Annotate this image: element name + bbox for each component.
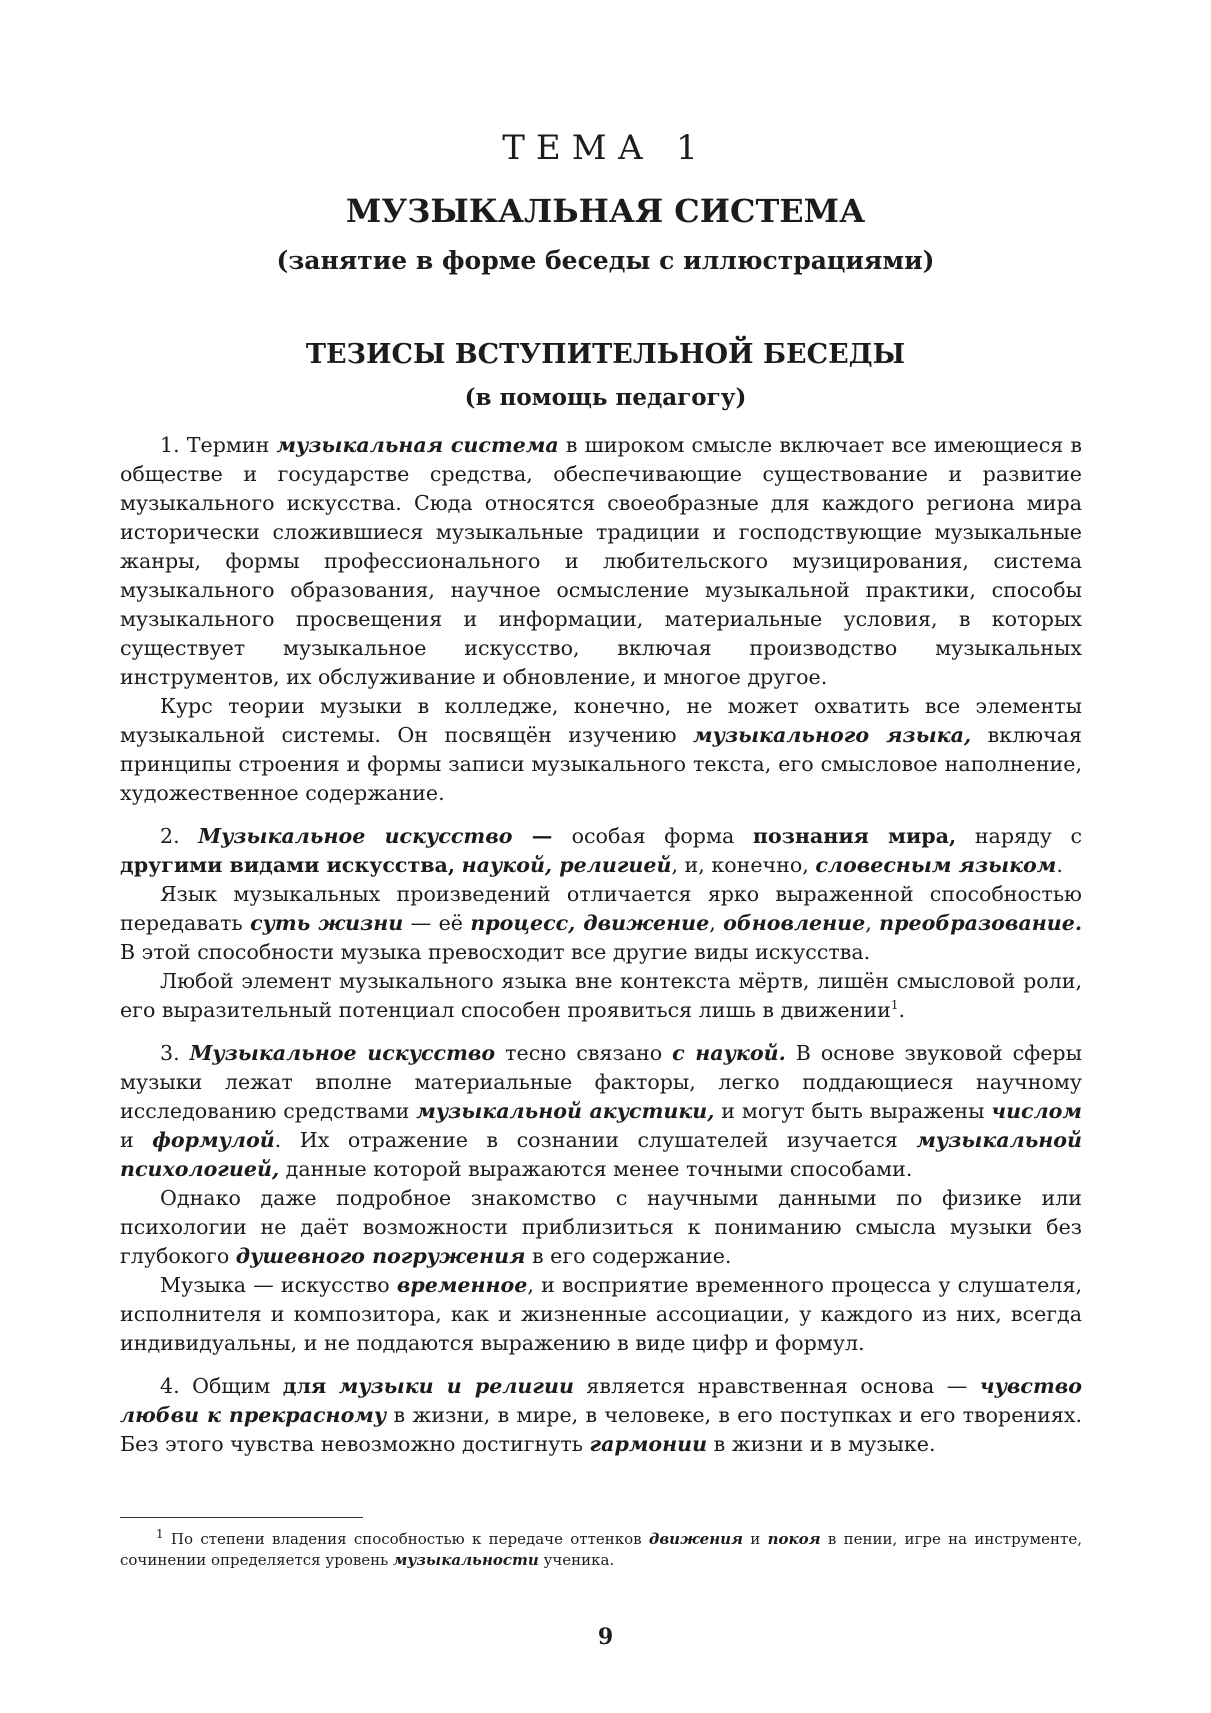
text-run: и [120,1128,153,1152]
text-run: данные которой выражаются менее точными способами. [279,1157,913,1181]
text-run: 3. [160,1041,190,1065]
text-run: в жизни, в мире, в человеке, в его поступках и его творениях. Без этого чувства невозможно достигнуть [120,1403,1083,1456]
chapter-subtitle: (занятие в форме беседы с иллюстрациями) [276,246,935,275]
text-run: особая форма [571,824,753,848]
emphasis-term: гармонии [589,1432,708,1456]
text-run: Язык музыкальных произведений отличается ярко выраженной способностью передавать [120,882,1082,935]
emphasis-term: музыкальной акустики, [416,1099,715,1123]
emphasis-term: словесным языком [815,853,1057,877]
text-run: в пении, игре на инструменте, сочинении определяется уровень [120,1530,1082,1569]
emphasis-term: обновление [723,911,866,935]
chapter-title: МУЗЫКАЛЬНАЯ СИСТЕМА [345,192,866,230]
text-run: 1. Термин [160,433,277,457]
text-run: Музыка — искусство [160,1273,397,1297]
emphasis-term: временное [396,1273,528,1297]
bold-term: для [282,1374,327,1398]
text-run: . [898,998,905,1022]
bold-term: другими видами искусства, [120,853,456,877]
page-number: 9 [597,1624,614,1650]
emphasis-term: музыкального языка, [693,723,972,747]
text-run: , и, конечно, [671,853,816,877]
emphasis-term: душевного погружения [235,1244,526,1268]
emphasis-term: суть жизни [250,911,404,935]
emphasis-term: формулой [152,1128,275,1152]
bold-term: познания мира, [752,824,957,848]
text-run: ученика. [538,1551,615,1569]
text-run: в жизни и в музыке. [707,1432,936,1456]
text-run: 2. [160,824,199,848]
emphasis-term: наукой, религией [461,853,672,877]
footnote [120,1529,1082,1571]
footnote-marker: 1 [156,1527,164,1541]
text-run: — её [403,911,471,935]
text-run [326,1374,338,1398]
emphasis-term: преобразование. [879,911,1082,935]
text-run: является нравственная основа — [573,1374,980,1398]
paragraph [120,1039,1082,1184]
theme-heading: ТЕМА 1 [502,128,709,168]
footnote-marker: 1 [890,998,899,1013]
paragraph [120,822,1082,880]
text-run: наряду с [956,824,1082,848]
text-run: в его содержание. [525,1244,732,1268]
emphasis-term: музыкальности [393,1551,539,1569]
emphasis-term: процесс, движение [470,911,710,935]
section-title: ТЕЗИСЫ ВСТУПИТЕЛЬНОЙ БЕСЕДЫ [305,339,906,370]
text-run: , [709,911,724,935]
section-subtitle: (в помощь педагогу) [464,384,747,411]
paragraph [120,1184,1082,1271]
text-run: , [865,911,880,935]
paragraph [120,692,1082,808]
paragraph [120,1372,1082,1459]
emphasis-term: числом [991,1099,1082,1123]
text-run: . [1056,853,1063,877]
text-run: , и восприятие временного процесса у слушателя, исполнителя и композитора, как и жизненные ассоциации, у каждого из них, всегда индивидуальны, и не поддаются выражению в виде цифр и формул. [120,1273,1082,1355]
bold-term: — [512,824,572,848]
emphasis-term: музыкальная система [276,433,559,457]
body-text [120,431,1082,1459]
emphasis-term: музыкальной психологией, [120,1128,1082,1181]
emphasis-term: Музыкальное искусство [198,824,513,848]
text-run: Любой элемент музыкального языка вне контекста мёртв, лишён смысловой роли, его выразительный потенциал способен проявиться лишь в движении [120,969,1082,1022]
text-run: 4. Общим [160,1374,283,1398]
text-run: По степени владения способностью к передаче оттенков [163,1530,649,1548]
text-run: . Их отражение в сознании слушателей изучается [274,1128,917,1152]
text-run: В этой способности музыка превосходит все другие виды искусства. [120,940,871,964]
emphasis-term: чувство любви к прекрасному [120,1374,1082,1427]
text-run: и [743,1530,768,1548]
emphasis-term: покоя [767,1530,821,1548]
emphasis-term: Музыкальное искусство [189,1041,496,1065]
text-run: Курс теории музыки в колледже, конечно, не может охватить все элементы музыкальной системы. Он посвящён изучению [120,694,1082,747]
paragraph [120,1271,1082,1358]
text-run: Однако даже подробное знакомство с научными данными по физике или психологии не даёт возможности приблизиться к пониманию смысла музыки без глубокого [120,1186,1082,1268]
text-run: В основе звуковой сферы музыки лежат вполне материальные факторы, легко поддающиеся научному исследованию средствами [120,1041,1082,1123]
paragraph [120,880,1082,967]
text-run: включая принципы строения и формы записи музыкального текста, его смысловое наполнение, художественное содержание. [120,723,1082,805]
paragraph [120,967,1082,1025]
emphasis-term: движения [648,1530,743,1548]
paragraph [120,431,1082,692]
text-run: в широком смысле включает все имеющиеся в обществе и государстве средства, обеспечивающие существование и развитие музыкального искусства. Сюда относятся своеобразные для каждого региона мира исторически сложившиеся музыкальные традиции и господствующие музыкальные жанры, формы профессионального и любительского музицирования, система музыкального образования, научное осмысление музыкальной практики, способы музыкального просвещения и информации, материальные условия, в которых существует музыкальное искусство, включая производство музыкальных инструментов, их обслуживание и обновление, и многое другое. [120,433,1082,689]
emphasis-term: с наукой. [672,1041,786,1065]
text-run: тесно связано [495,1041,673,1065]
text-run: и могут быть выражены [714,1099,992,1123]
emphasis-term: музыки и религии [338,1374,574,1398]
footnote-divider [120,1517,363,1518]
